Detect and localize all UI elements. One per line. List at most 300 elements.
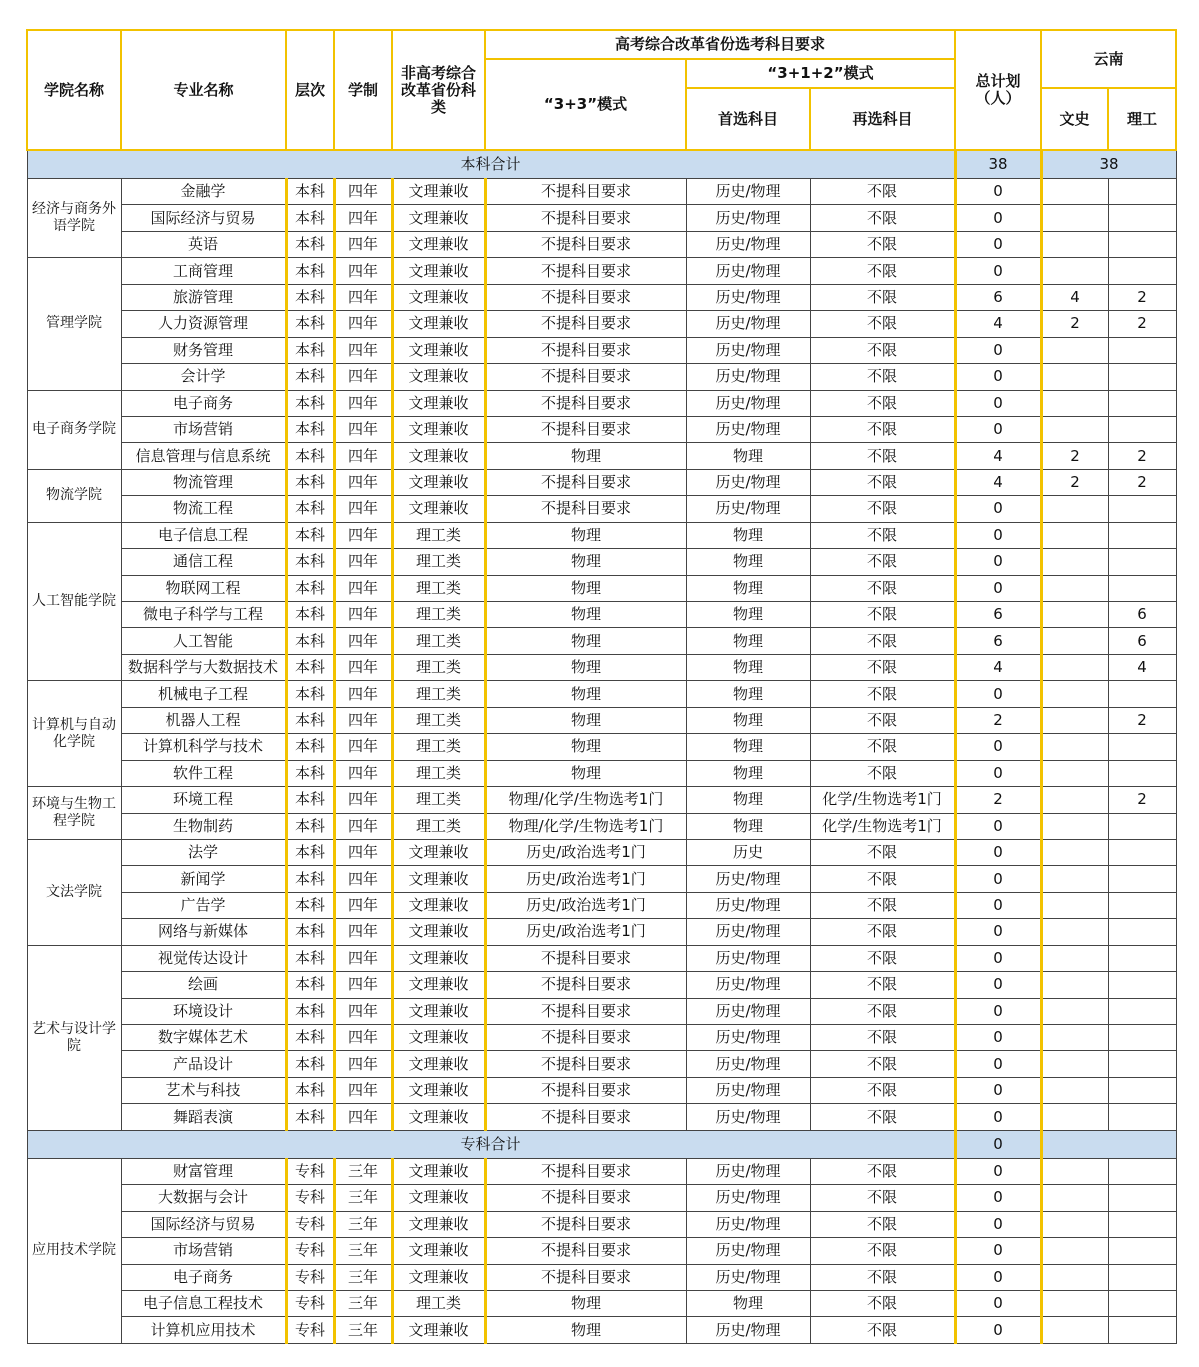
header-wen: 文史 [1041,88,1108,150]
total-cell: 0 [955,1211,1041,1237]
duration-cell: 三年 [334,1264,392,1290]
table-row [27,337,1176,363]
level-cell: 专科 [286,1290,334,1316]
wen-cell [1041,892,1108,918]
mode33-cell: 不提科目要求 [485,972,686,998]
table-row [27,654,1176,680]
header-reform: 高考综合改革省份选考科目要求 [485,30,955,59]
major-cell: 产品设计 [121,1051,286,1077]
mode33-cell: 不提科目要求 [485,1185,686,1211]
header-province: 云南 [1041,30,1176,88]
mode33-cell: 不提科目要求 [485,1104,686,1130]
total-cell: 0 [955,1238,1041,1264]
li-cell: 2 [1108,707,1176,733]
total-cell: 0 [955,231,1041,257]
wen-cell [1041,707,1108,733]
duration-cell: 四年 [334,734,392,760]
college-name: 艺术与设计学院 [27,945,121,1130]
duration-cell: 四年 [334,1077,392,1103]
table-row [27,231,1176,257]
table-row [27,998,1176,1024]
second-subject-cell: 化学/生物选考1门 [810,787,955,813]
level-cell: 本科 [286,311,334,337]
first-subject-cell: 历史/物理 [686,945,810,971]
level-cell: 专科 [286,1185,334,1211]
wen-cell [1041,1238,1108,1264]
li-cell [1108,1104,1176,1130]
non-reform-cell: 文理兼收 [392,496,485,522]
duration-cell: 四年 [334,390,392,416]
total-cell: 4 [955,469,1041,495]
first-subject-cell: 历史/物理 [686,1104,810,1130]
wen-cell: 2 [1041,311,1108,337]
table-row [27,1185,1176,1211]
non-reform-cell: 文理兼收 [392,1211,485,1237]
major-cell: 金融学 [121,179,286,205]
first-subject-cell: 物理 [686,549,810,575]
non-reform-cell: 文理兼收 [392,1104,485,1130]
major-cell: 软件工程 [121,760,286,786]
wen-cell [1041,390,1108,416]
duration-cell: 四年 [334,892,392,918]
mode33-cell: 不提科目要求 [485,179,686,205]
second-subject-cell: 不限 [810,866,955,892]
major-cell: 物流管理 [121,469,286,495]
wen-cell [1041,1051,1108,1077]
major-cell: 微电子科学与工程 [121,602,286,628]
table-row [27,1290,1176,1316]
li-cell: 6 [1108,628,1176,654]
wen-cell [1041,231,1108,257]
duration-cell: 四年 [334,707,392,733]
level-cell: 本科 [286,892,334,918]
college-name: 文法学院 [27,839,121,945]
duration-cell: 三年 [334,1317,392,1343]
level-cell: 本科 [286,522,334,548]
wen-cell [1041,602,1108,628]
li-cell [1108,1264,1176,1290]
non-reform-cell: 文理兼收 [392,179,485,205]
table-row [27,522,1176,548]
wen-cell [1041,549,1108,575]
mode33-cell: 不提科目要求 [485,1077,686,1103]
table-row [27,1317,1176,1343]
duration-cell: 四年 [334,839,392,865]
first-subject-cell: 物理 [686,443,810,469]
major-cell: 工商管理 [121,258,286,284]
level-cell: 专科 [286,1211,334,1237]
table-row [27,1051,1176,1077]
level-cell: 本科 [286,337,334,363]
college_total-total: 0 [955,1130,1041,1158]
table-row [27,1025,1176,1051]
total-cell: 0 [955,866,1041,892]
mode33-cell: 不提科目要求 [485,311,686,337]
mode33-cell: 不提科目要求 [485,231,686,257]
first-subject-cell: 历史/物理 [686,866,810,892]
wen-cell [1041,972,1108,998]
total-cell: 0 [955,760,1041,786]
first-subject-cell: 历史/物理 [686,1025,810,1051]
table-row [27,1104,1176,1130]
second-subject-cell: 不限 [810,734,955,760]
first-subject-cell: 物理 [686,522,810,548]
undergrad_total-label: 本科合计 [27,150,955,179]
total-cell: 0 [955,945,1041,971]
second-subject-cell: 不限 [810,707,955,733]
major-cell: 物流工程 [121,496,286,522]
total-cell: 0 [955,1264,1041,1290]
first-subject-cell: 历史/物理 [686,972,810,998]
li-cell [1108,1025,1176,1051]
major-cell: 人力资源管理 [121,311,286,337]
li-cell [1108,813,1176,839]
total-cell: 0 [955,1290,1041,1316]
total-cell: 0 [955,1077,1041,1103]
table-row [27,760,1176,786]
level-cell: 本科 [286,998,334,1024]
duration-cell: 四年 [334,1104,392,1130]
non-reform-cell: 理工类 [392,628,485,654]
major-cell: 电子商务 [121,1264,286,1290]
duration-cell: 四年 [334,311,392,337]
total-cell: 0 [955,998,1041,1024]
undergrad_total-row [27,150,1176,179]
college-name: 计算机与自动化学院 [27,681,121,787]
table-row [27,839,1176,865]
wen-cell [1041,1317,1108,1343]
second-subject-cell: 不限 [810,628,955,654]
non-reform-cell: 理工类 [392,654,485,680]
major-cell: 市场营销 [121,416,286,442]
mode33-cell: 物理 [485,443,686,469]
non-reform-cell: 文理兼收 [392,311,485,337]
second-subject-cell: 不限 [810,839,955,865]
level-cell: 本科 [286,258,334,284]
college-name: 管理学院 [27,258,121,390]
non-reform-cell: 理工类 [392,1290,485,1316]
table-row [27,1264,1176,1290]
total-cell: 0 [955,496,1041,522]
major-cell: 物联网工程 [121,575,286,601]
non-reform-cell: 文理兼收 [392,839,485,865]
non-reform-cell: 理工类 [392,681,485,707]
first-subject-cell: 历史/物理 [686,311,810,337]
first-subject-cell: 物理 [686,628,810,654]
mode33-cell: 历史/政治选考1门 [485,892,686,918]
first-subject-cell: 物理 [686,734,810,760]
mode33-cell: 物理 [485,628,686,654]
li-cell [1108,760,1176,786]
level-cell: 本科 [286,1104,334,1130]
non-reform-cell: 文理兼收 [392,1238,485,1264]
header-mode312: “3+1+2”模式 [686,59,955,88]
mode33-cell: 不提科目要求 [485,1158,686,1184]
duration-cell: 四年 [334,1051,392,1077]
wen-cell [1041,654,1108,680]
table-row [27,866,1176,892]
non-reform-cell: 理工类 [392,787,485,813]
level-cell: 本科 [286,654,334,680]
li-cell: 2 [1108,284,1176,310]
non-reform-cell: 理工类 [392,813,485,839]
total-cell: 6 [955,628,1041,654]
header-li: 理工 [1108,88,1176,150]
level-cell: 本科 [286,1051,334,1077]
college-name: 经济与商务外语学院 [27,179,121,258]
first-subject-cell: 历史/物理 [686,205,810,231]
mode33-cell: 物理 [485,522,686,548]
table-row [27,734,1176,760]
header-total: 总计划（人） [955,30,1041,150]
li-cell [1108,337,1176,363]
li-cell [1108,1317,1176,1343]
level-cell: 本科 [286,602,334,628]
level-cell: 本科 [286,231,334,257]
non-reform-cell: 理工类 [392,522,485,548]
total-cell: 4 [955,311,1041,337]
wen-cell [1041,179,1108,205]
first-subject-cell: 物理 [686,602,810,628]
major-cell: 电子信息工程 [121,522,286,548]
first-subject-cell: 历史/物理 [686,337,810,363]
wen-cell [1041,628,1108,654]
level-cell: 本科 [286,575,334,601]
non-reform-cell: 文理兼收 [392,1025,485,1051]
li-cell [1108,839,1176,865]
wen-cell [1041,1211,1108,1237]
duration-cell: 四年 [334,681,392,707]
college_total-label: 专科合计 [27,1130,955,1158]
duration-cell: 三年 [334,1185,392,1211]
li-cell [1108,681,1176,707]
li-cell [1108,1290,1176,1316]
mode33-cell: 不提科目要求 [485,284,686,310]
table-row [27,787,1176,813]
total-cell: 0 [955,972,1041,998]
first-subject-cell: 历史/物理 [686,258,810,284]
second-subject-cell: 不限 [810,311,955,337]
table-row [27,179,1176,205]
major-cell: 数据科学与大数据技术 [121,654,286,680]
first-subject-cell: 物理 [686,787,810,813]
total-cell: 0 [955,522,1041,548]
li-cell [1108,998,1176,1024]
total-cell: 0 [955,1104,1041,1130]
mode33-cell: 物理 [485,1290,686,1316]
total-cell: 0 [955,1051,1041,1077]
non-reform-cell: 文理兼收 [392,972,485,998]
table-row [27,205,1176,231]
second-subject-cell: 不限 [810,469,955,495]
first-subject-cell: 历史/物理 [686,1238,810,1264]
wen-cell [1041,945,1108,971]
college_total-province [1041,1130,1176,1158]
undergrad_total-province: 38 [1041,150,1176,179]
second-subject-cell: 不限 [810,919,955,945]
table-row [27,892,1176,918]
duration-cell: 四年 [334,602,392,628]
major-cell: 人工智能 [121,628,286,654]
college-name: 应用技术学院 [27,1158,121,1343]
mode33-cell: 不提科目要求 [485,390,686,416]
second-subject-cell: 不限 [810,522,955,548]
level-cell: 本科 [286,416,334,442]
mode33-cell: 物理/化学/生物选考1门 [485,813,686,839]
header-second-subject: 再选科目 [810,88,955,150]
second-subject-cell: 不限 [810,681,955,707]
major-cell: 旅游管理 [121,284,286,310]
level-cell: 本科 [286,813,334,839]
first-subject-cell: 物理 [686,1290,810,1316]
total-cell: 0 [955,258,1041,284]
first-subject-cell: 物理 [686,681,810,707]
second-subject-cell: 不限 [810,1158,955,1184]
second-subject-cell: 不限 [810,654,955,680]
wen-cell: 2 [1041,469,1108,495]
mode33-cell: 不提科目要求 [485,1051,686,1077]
mode33-cell: 不提科目要求 [485,1264,686,1290]
duration-cell: 四年 [334,787,392,813]
first-subject-cell: 历史/物理 [686,390,810,416]
duration-cell: 四年 [334,628,392,654]
mode33-cell: 不提科目要求 [485,1211,686,1237]
second-subject-cell: 不限 [810,892,955,918]
li-cell: 2 [1108,469,1176,495]
table-row [27,549,1176,575]
college-name: 人工智能学院 [27,522,121,681]
wen-cell [1041,813,1108,839]
second-subject-cell: 不限 [810,972,955,998]
duration-cell: 四年 [334,945,392,971]
level-cell: 本科 [286,549,334,575]
second-subject-cell: 不限 [810,1051,955,1077]
li-cell [1108,1185,1176,1211]
major-cell: 机械电子工程 [121,681,286,707]
mode33-cell: 不提科目要求 [485,364,686,390]
major-cell: 大数据与会计 [121,1185,286,1211]
first-subject-cell: 物理 [686,575,810,601]
level-cell: 本科 [286,205,334,231]
total-cell: 0 [955,681,1041,707]
non-reform-cell: 文理兼收 [392,1051,485,1077]
table-row [27,390,1176,416]
duration-cell: 四年 [334,760,392,786]
table-row [27,311,1176,337]
li-cell [1108,416,1176,442]
first-subject-cell: 历史/物理 [686,1185,810,1211]
table-row [27,364,1176,390]
level-cell: 本科 [286,945,334,971]
non-reform-cell: 文理兼收 [392,1158,485,1184]
second-subject-cell: 不限 [810,998,955,1024]
major-cell: 环境设计 [121,998,286,1024]
total-cell: 0 [955,416,1041,442]
header-duration: 学制 [334,30,392,150]
first-subject-cell: 历史/物理 [686,919,810,945]
non-reform-cell: 文理兼收 [392,231,485,257]
header-first-subject: 首选科目 [686,88,810,150]
second-subject-cell: 不限 [810,945,955,971]
total-cell: 0 [955,734,1041,760]
total-cell: 0 [955,337,1041,363]
second-subject-cell: 不限 [810,1317,955,1343]
mode33-cell: 不提科目要求 [485,945,686,971]
non-reform-cell: 文理兼收 [392,866,485,892]
enrollment-plan-table [26,29,1177,1344]
total-cell: 0 [955,1158,1041,1184]
duration-cell: 四年 [334,1025,392,1051]
total-cell: 4 [955,654,1041,680]
li-cell [1108,919,1176,945]
duration-cell: 三年 [334,1238,392,1264]
second-subject-cell: 不限 [810,1104,955,1130]
li-cell [1108,179,1176,205]
duration-cell: 四年 [334,205,392,231]
table-body [27,150,1176,1343]
mode33-cell: 不提科目要求 [485,416,686,442]
first-subject-cell: 历史/物理 [686,1317,810,1343]
li-cell [1108,1238,1176,1264]
li-cell [1108,549,1176,575]
second-subject-cell: 不限 [810,284,955,310]
level-cell: 本科 [286,390,334,416]
major-cell: 广告学 [121,892,286,918]
li-cell: 2 [1108,443,1176,469]
li-cell: 6 [1108,602,1176,628]
first-subject-cell: 物理 [686,654,810,680]
non-reform-cell: 文理兼收 [392,205,485,231]
first-subject-cell: 历史/物理 [686,1051,810,1077]
major-cell: 财务管理 [121,337,286,363]
li-cell [1108,892,1176,918]
level-cell: 本科 [286,364,334,390]
non-reform-cell: 文理兼收 [392,443,485,469]
table-row [27,575,1176,601]
first-subject-cell: 历史/物理 [686,284,810,310]
table-row [27,416,1176,442]
second-subject-cell: 不限 [810,337,955,363]
wen-cell [1041,1290,1108,1316]
wen-cell: 2 [1041,443,1108,469]
level-cell: 本科 [286,760,334,786]
second-subject-cell: 不限 [810,443,955,469]
non-reform-cell: 理工类 [392,760,485,786]
non-reform-cell: 文理兼收 [392,258,485,284]
table-row [27,1158,1176,1184]
wen-cell [1041,1264,1108,1290]
table-row [27,258,1176,284]
li-cell [1108,866,1176,892]
college-name: 环境与生物工程学院 [27,787,121,840]
second-subject-cell: 不限 [810,760,955,786]
li-cell [1108,1158,1176,1184]
table-row [27,972,1176,998]
level-cell: 本科 [286,469,334,495]
second-subject-cell: 不限 [810,1025,955,1051]
mode33-cell: 物理 [485,549,686,575]
wen-cell [1041,337,1108,363]
wen-cell [1041,787,1108,813]
first-subject-cell: 历史/物理 [686,998,810,1024]
wen-cell [1041,866,1108,892]
li-cell [1108,1211,1176,1237]
second-subject-cell: 不限 [810,205,955,231]
table-row [27,628,1176,654]
level-cell: 本科 [286,919,334,945]
non-reform-cell: 文理兼收 [392,1077,485,1103]
second-subject-cell: 化学/生物选考1门 [810,813,955,839]
